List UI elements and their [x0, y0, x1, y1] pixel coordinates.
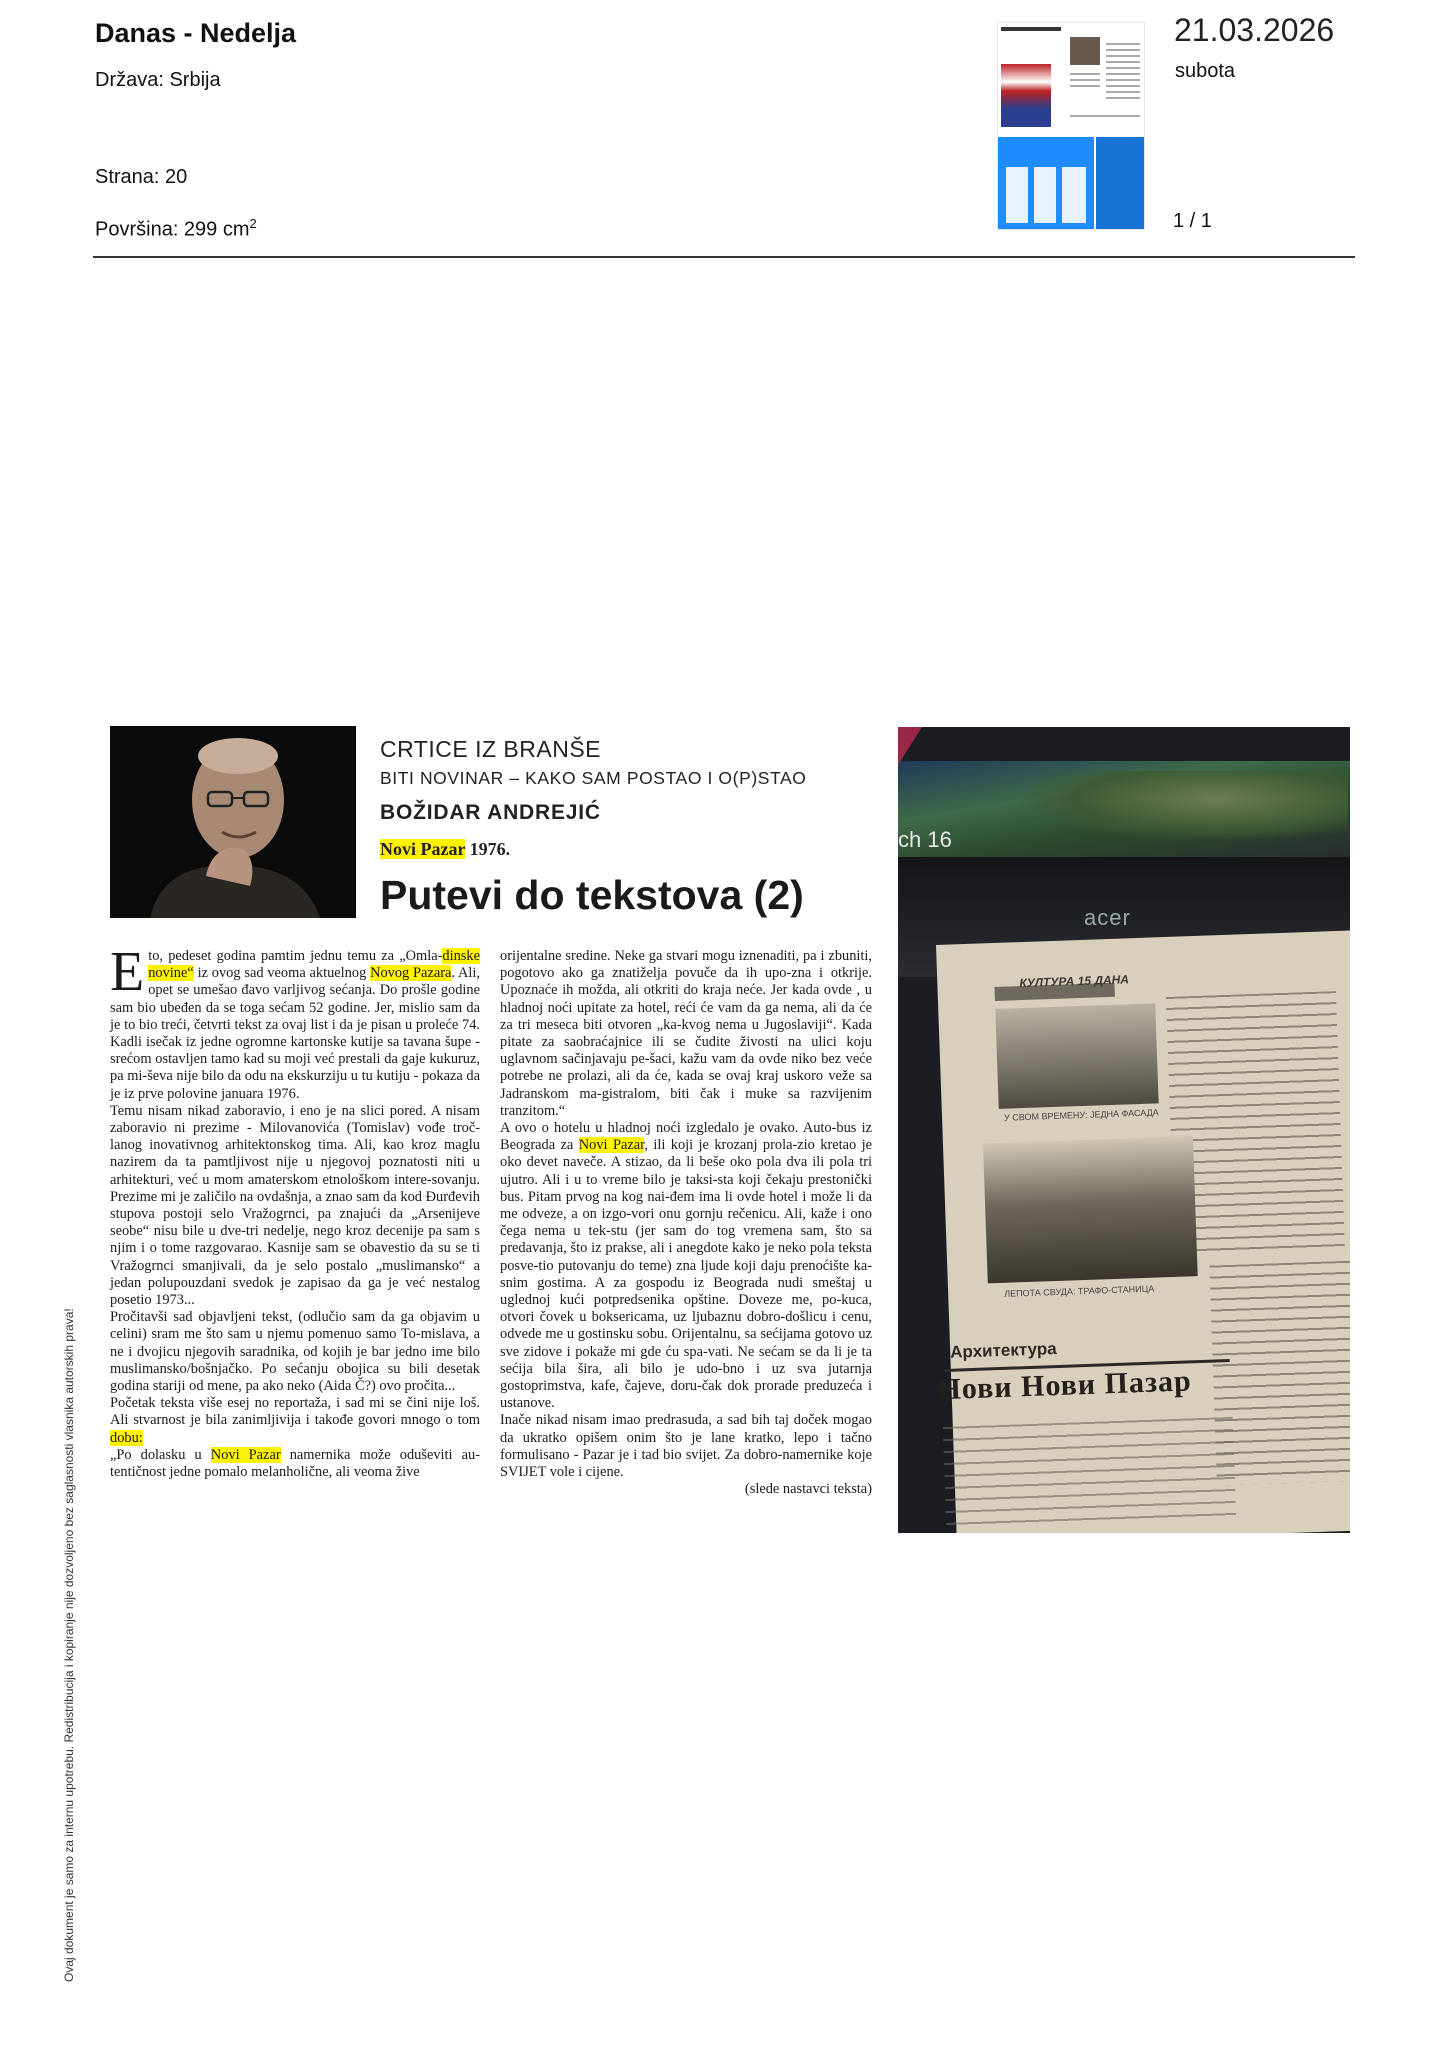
country-label: Država: Srbija [95, 69, 221, 91]
paragraph: Eto, pedeset godina pamtim jednu temu za „Omla-dinske novine“ iz ovog sad veoma aktuelnog Novog Pazara. Ali, opet se umešao đavo varljivog sećanja. Do prošle godine sam bio ubeđen da se toga sećam 52 godine. Jer, mislio sam da je to bio treći, četvrti tekst za ovaj list i da je pisan u proleće 74. Kadli isečak iz jedne ogromne kartonske kutije sa tavana šupe - srećom ostavljen tamo kad su moji već prestali da gaje kukuruz, pa mi-ševa nije bilo da odu na ekskurziju u tu kutiju - pokaza da je iz prve polovine januara 1976. [110, 941, 481, 1102]
highlight: Novi Pazar [380, 839, 466, 859]
highlight: Novi Pazar [210, 1446, 281, 1463]
article-headline: Putevi do tekstova (2) [380, 872, 804, 918]
article-column-1 [110, 941, 481, 1481]
page-thumbnail[interactable] [997, 22, 1145, 230]
paragraph: Početak teksta više esej no reportaža, i sad mi se čini nije loš. Ali stvarnost je bila zanimljivija i takođe govori mnogo o tom dobu: [110, 1395, 480, 1446]
column-kicker: CRTICE IZ BRANŠE [380, 736, 601, 762]
continued-note: (slede nastavci teksta) [744, 1481, 872, 1498]
publication-title: Danas - Nedelja [95, 18, 297, 48]
paragraph: orijentalne sredine. Neke ga stvari mogu iznenaditi, pa i zbuniti, pogotovo ako ga znatiželja povuče da ih upo-zna i otkrije. Upoznaće ih možda, ali otkriti do kraja neće. Jer kada ovde , u hladnoj noći upitate za hotel, reći će vam da ga nema, ali da će za tri meseca biti otvoren „ka-kvog nema u Jugoslaviji“. Kada pitate za saobraćajnice ili se čudite živosti na ulici koju uglavnom sačinjavaju pe-šaci, kažu vam da ovde niko bez veće potrebe ne prolazi, ali da će, kada se ovaj kraj uskoro veže sa Jadranskom ma-gistralom, biti čak i muke sa razvijenim tranzitom.“ [500, 948, 872, 1119]
clipping-caption: У СВОМ ВРЕМЕНУ: ЈЕДНА ФАСАДА [1003, 1107, 1159, 1123]
highlight: dobu: [110, 1429, 143, 1446]
clipping-section-strip: КУЛТУРА 15 ДАНА [1019, 972, 1130, 991]
highlight: dinske novine“ [148, 948, 480, 982]
issue-weekday: subota [1175, 60, 1236, 82]
issue-date: 21.03.2026 [1174, 12, 1335, 48]
header-divider [93, 256, 1355, 258]
column-subkicker: BITI NOVINAR – KAKO SAM POSTAO I O(P)STAO [380, 768, 807, 788]
drop-cap: E [110, 941, 145, 1003]
page-counter: 1 / 1 [1173, 210, 1212, 232]
archive-clipping-photo [898, 727, 1350, 1533]
author-portrait [110, 726, 356, 918]
clipping-section: Архитектура [949, 1339, 1057, 1362]
area-label: Površina: 299 $cm^2$ [95, 216, 257, 241]
highlight: Novog Pazara [370, 965, 452, 982]
paragraph: Inače nikad nisam imao predrasuda, a sad bih taj doček mogao da ukratko opišem onim što je lane kratko, lepo i tačno formulisano - Pazar je i tad bio svijet. Za dobro-namernike koje SVIJET vole i cijene. [500, 1412, 872, 1481]
screen-text: ch 16 [898, 827, 952, 852]
paragraph: Pročitavši sad objavljeni tekst, (odlučio sam da ga objavim u celini) sram me što sam u njemu pomenuo samo To-mislava, a ne i dvojicu njegovih saradnika, od kojih je bar jedno ime bilo muslimansko/bošnjačko. Po sećanju obojica su bili desetak godina stariji od mene, pa ako neko (Aida Č?) ovo pročita... [110, 1309, 480, 1395]
paragraph: A ovo o hotelu u hladnoj noći izgledalo je ovako. Auto-bus iz Beograda za Novi Pazar, ili koji je krozanj prola-zio kretao je oko devet naveče. A stizao, da li beše oko pola dva ili pola tri ujutro. Ali i u to vreme bilo je taksi-sta koji čekaju prestonički bus. Pitam prvog na kog nai-đem ima li ovde hotel i može li da me odveze, a on izgo-vori onu gornju rečenicu. Ali, kaže i ono čega nema u tek-stu (jer sam do tog vremena sam, što sa predavanja, što iz prakse, ali i anegdote kako je neko pola teksta posve-tio putovanju do teme) zna ljude koji daju prenoćište ka-snim gostima. A za gospodu iz Beograda nudi smeštaj u uglednoj kući potpredsenika opštine. Doveze me, po-kuca, otvori čovek u boksericama, uz ljubaznu dobro-došlicu i cenu, odvede me u gostinsku sobu. Orijentalnu, sa sećijama gotovo uz sve zidove i pokaže mi gde ću spa-vati. Ne sećam se da li je ta sećija bila šira, ali bilo je udo-bno i uz sva jutarnja gostoprimstva, kafe, čajeve, doru-čak dok prorade preduzeća i ustanove. [500, 1120, 873, 1412]
clipping-title: Нови Нови Пазар [936, 1364, 1193, 1407]
copyright-notice: Ovaj dokument je samo za internu upotrebu. Redistribucija i kopiranje nije dozvoljeno bez saglasnosti vlasnika autorskih prava! [62, 1308, 76, 1982]
clipping-caption: ЛЕПОТА СВУДА: ТРАФО-СТАНИЦА [1004, 1283, 1155, 1299]
laptop-logo: acer [1084, 905, 1131, 930]
paragraph: Temu nisam nikad zaboravio, i eno je na slici pored. A nisam zaboravio ni prezime - Milovanovića (Tomislav) vođe troč-lanog inovativnog arhitektonskog tima. Ali, kao kroz maglu nazirem da ta pamtljivost nije u njegovoj poznatosti niti u arhitekturi, već u mom amaterskom etnološkom intere-sovanju. Prezime mi je zaličilo na ovdašnja, a znao sam da kod Đurđevih stupova postoji selo Vražogrnci, pa znajući da „Arsenijeve seobe“ nisu bile u dve-tri nedelje, nego kroz decenije pa sam s njim i o tome razgovarao. Kasnije sam se obavestio da su se ti Vražogrnci smanjivali, da je selo postalo „muslimansko“ a jedan polupouzdani svedok je zapisao da ga je već nestalog posetio 1973... [110, 1102, 480, 1309]
dateline: Novi Pazar 1976. [380, 839, 511, 859]
highlight: Novi Pazar [578, 1137, 645, 1154]
page-number: Strana: 20 [95, 166, 188, 188]
paragraph: „Po dolasku u Novi Pazar namernika može oduševiti au-tentičnost jedne pomalo melanholične, ali veoma žive [110, 1446, 480, 1481]
author-name: BOŽIDAR ANDREJIĆ [380, 801, 601, 824]
article-column-2 [500, 948, 872, 1499]
